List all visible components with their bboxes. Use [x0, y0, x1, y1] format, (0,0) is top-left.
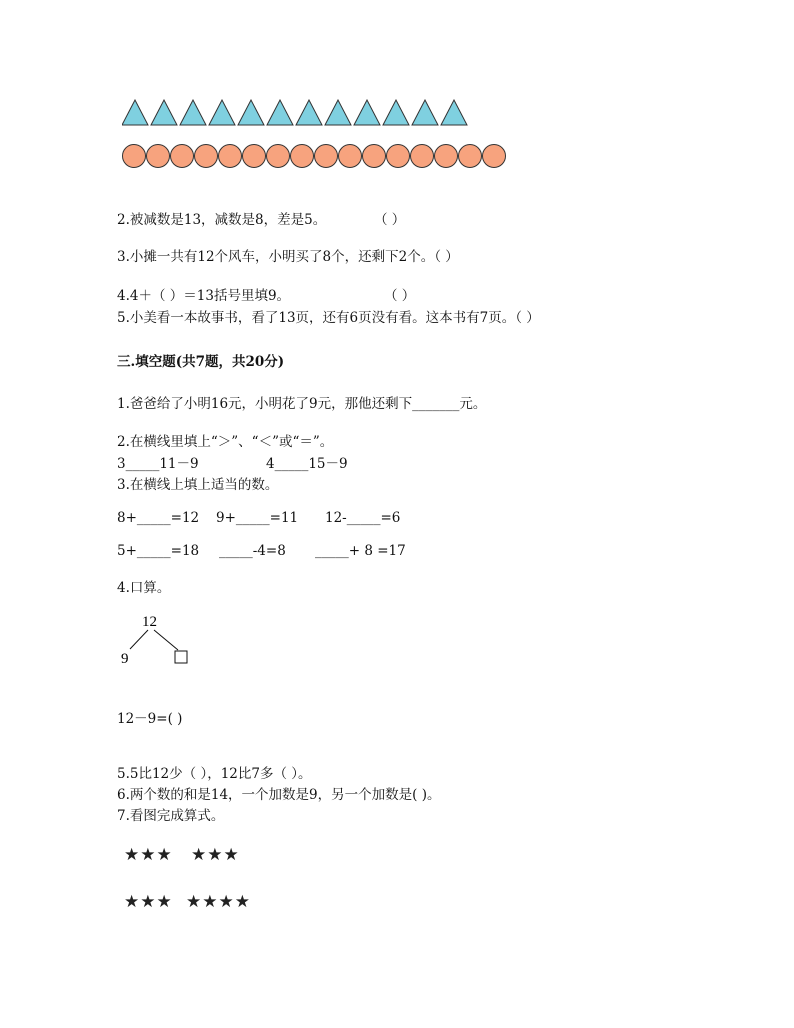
- star-group-1: ★★★: [124, 845, 173, 865]
- fill-q7: 7.看图完成算式。: [117, 808, 225, 824]
- fill-q2-b: 4_____15－9: [266, 456, 348, 472]
- tree-top-number: 12: [142, 614, 157, 630]
- triangle-shape: [209, 100, 235, 125]
- tree-answer-box[interactable]: [175, 651, 187, 663]
- judge-q2-answer-paren[interactable]: （ ）: [374, 212, 406, 228]
- triangle-shape: [325, 100, 351, 125]
- judge-q2: 2.被减数是13，减数是8，差是5。: [117, 212, 327, 228]
- fill-q3: 3.在横线上填上适当的数。: [117, 477, 279, 493]
- circle-shape: [339, 145, 362, 168]
- circle-shape: [459, 145, 482, 168]
- circle-shape: [147, 145, 170, 168]
- fill-q2: 2.在横线里填上“＞”、“＜”或“＝”。: [117, 434, 334, 450]
- circle-shape: [363, 145, 386, 168]
- judge-q5: 5.小美看一本故事书，看了13页，还有6页没有看。这本书有7页。（ ）: [117, 310, 540, 326]
- fill-q3-r2c: _____+ 8 =17: [315, 543, 406, 559]
- triangle-shape: [296, 100, 322, 125]
- number-split-diagram: [116, 612, 196, 672]
- section-title: 三.填空题(共7题，共20分): [117, 354, 285, 370]
- star-group-4: ★★★★: [186, 892, 251, 912]
- triangle-shape: [151, 100, 177, 125]
- circle-shape: [435, 145, 458, 168]
- circle-shape: [387, 145, 410, 168]
- fill-q4: 4.口算。: [117, 580, 171, 596]
- fill-q4-equation: 12－9=( ): [117, 711, 183, 727]
- judge-q4: 4.4＋（ ）＝13括号里填9。: [117, 288, 291, 304]
- triangle-shape: [441, 100, 467, 125]
- tree-left-number: 9: [121, 651, 129, 667]
- circle-shape: [411, 145, 434, 168]
- circle-shape: [483, 145, 506, 168]
- judge-q4-answer-paren[interactable]: （ ）: [384, 288, 416, 304]
- judge-q3: 3.小摊一共有12个风车，小明买了8个，还剩下2个。（ ）: [117, 249, 459, 265]
- circle-shape: [315, 145, 338, 168]
- fill-q3-r2b: _____-4=8: [219, 543, 286, 559]
- circle-shape: [195, 145, 218, 168]
- circle-shape: [171, 145, 194, 168]
- circle-shape: [291, 145, 314, 168]
- fill-q5: 5.5比12少（ ），12比7多（ ）。: [117, 766, 312, 782]
- triangle-shape: [238, 100, 264, 125]
- circle-shape: [267, 145, 290, 168]
- triangle-shape: [412, 100, 438, 125]
- star-group-2: ★★★: [191, 845, 240, 865]
- circle-shape: [123, 145, 146, 168]
- triangle-shape: [383, 100, 409, 125]
- fill-q1: 1.爸爸给了小明16元，小明花了9元，那他还剩下_______元。: [117, 396, 487, 412]
- triangle-shape: [122, 100, 148, 125]
- triangle-shape: [354, 100, 380, 125]
- star-group-3: ★★★: [124, 892, 173, 912]
- fill-q2-a: 3_____11－9: [117, 456, 199, 472]
- circle-row: [122, 143, 514, 169]
- triangle-row: [122, 99, 472, 127]
- fill-q3-r1a: 8+_____=12: [117, 510, 200, 526]
- fill-q3-r1c: 12-_____=6: [325, 510, 401, 526]
- circle-shape: [219, 145, 242, 168]
- triangle-shape: [267, 100, 293, 125]
- fill-q6: 6.两个数的和是14，一个加数是9，另一个加数是( )。: [117, 787, 441, 803]
- fill-q3-r2a: 5+_____=18: [117, 543, 200, 559]
- fill-q3-r1b: 9+_____=11: [216, 510, 299, 526]
- circle-shape: [243, 145, 266, 168]
- triangle-shape: [180, 100, 206, 125]
